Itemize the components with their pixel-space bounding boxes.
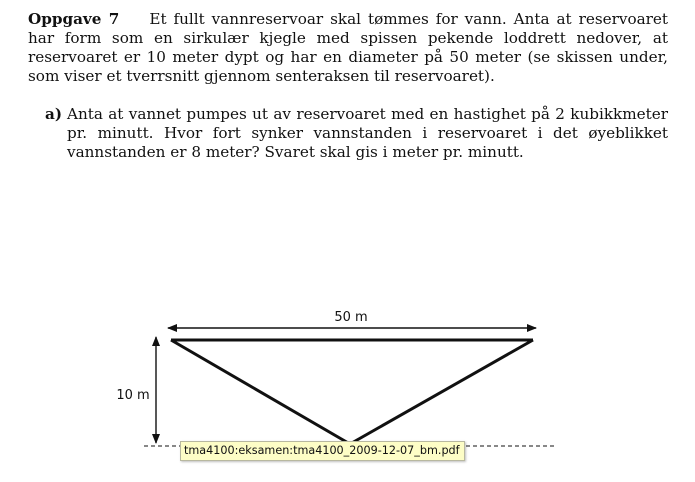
- file-tooltip: tma4100:eksamen:tma4100_2009-12-07_bm.pdf: [180, 441, 465, 461]
- cone-right-side: [350, 340, 533, 444]
- problem-statement: [28, 10, 668, 86]
- depth-label: 10 m: [116, 388, 150, 403]
- part-a-label: a): [45, 105, 63, 123]
- cone-left-side: [171, 340, 350, 444]
- problem-text: Et fullt vannreservoar skal tømmes for vann. Anta at reservoaret har form som en sirkulær kjegle med spissen pekende loddrett nedover, at reservoaret er 10 meter dypt og har en diameter på 50 meter (se skissen under, som viser et tverrsnitt gjennom senteraksen til reservoaret).: [28, 10, 668, 85]
- part-a-text: Anta at vannet pumpes ut av reservoaret med en hastighet på 2 kubikkmeter pr. minutt. Hvor fort synker vannstanden i reservoaret i det øyeblikket vannstanden er 8 meter? Svaret skal gis i meter pr. minutt.: [67, 105, 668, 161]
- problem-title: Oppgave 7: [28, 10, 120, 28]
- part-a: [45, 105, 668, 162]
- width-label: 50 m: [334, 310, 368, 325]
